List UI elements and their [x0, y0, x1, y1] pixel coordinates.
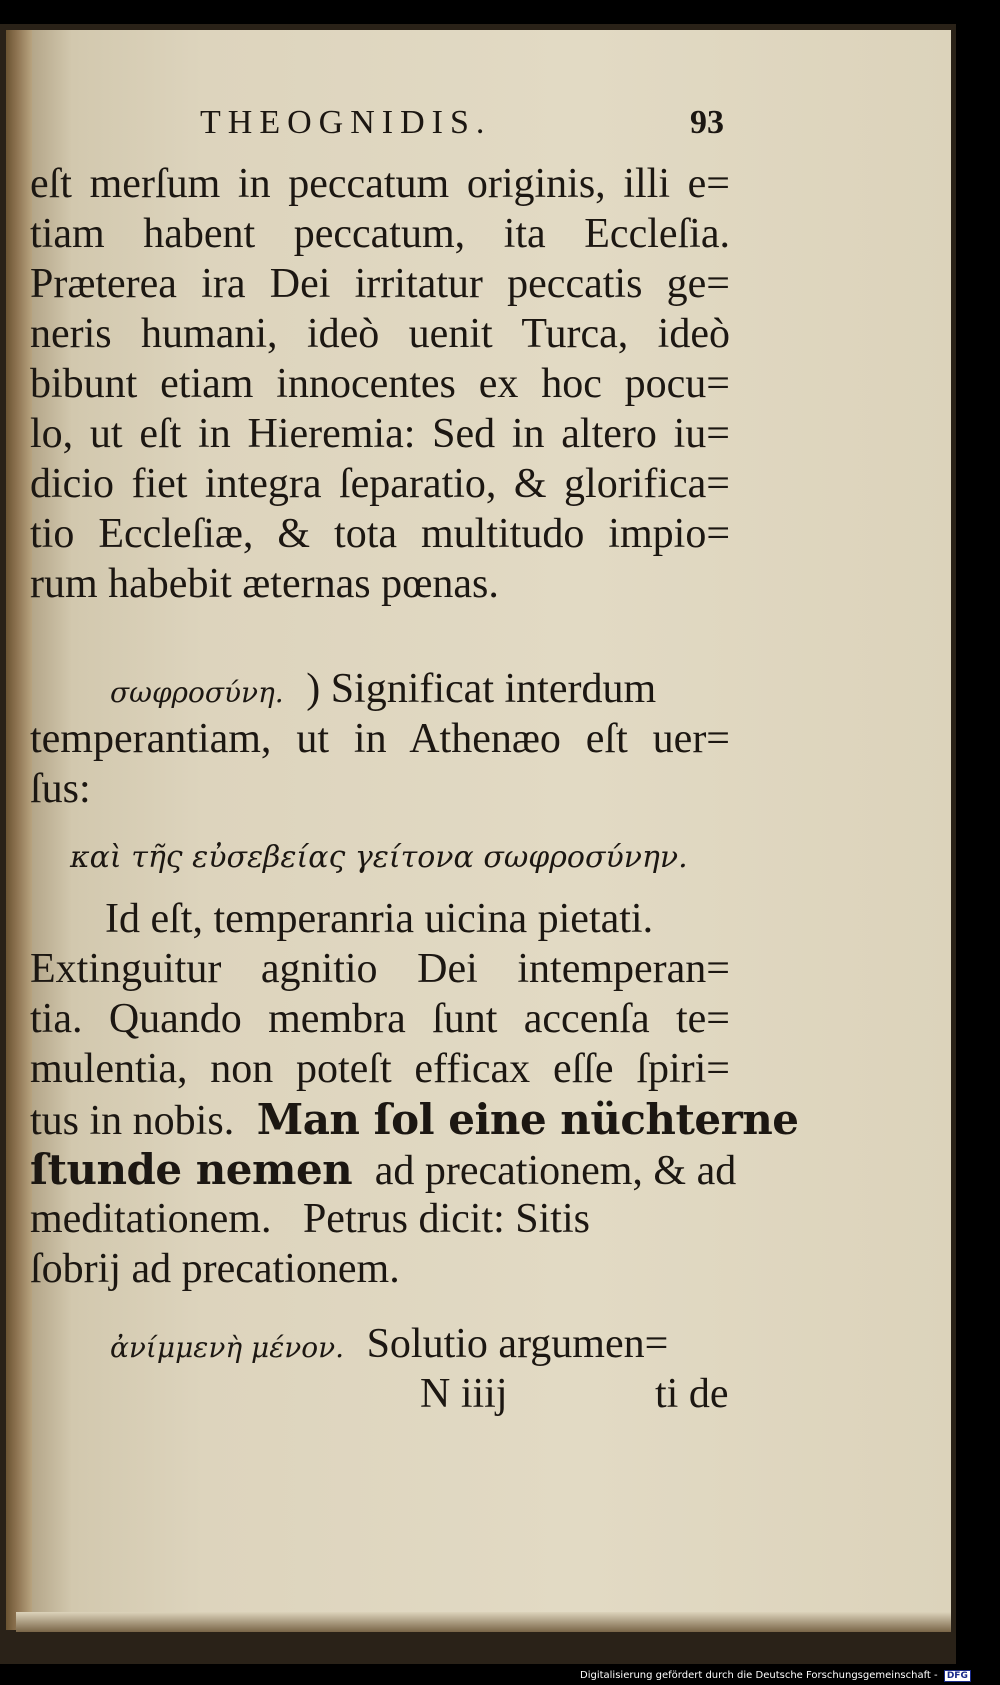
- lemma-gloss: ) Significat interdum: [306, 666, 657, 712]
- text-line-1: eſt merſum in peccatum originis, illi e=: [30, 161, 730, 207]
- latin-segment: tus in nobis.: [30, 1098, 235, 1144]
- text-line-6: lo, ut eſt in Hieremia: Sed in altero iu=: [30, 411, 730, 457]
- greek-lemma: σωφροσύνη.: [110, 676, 284, 709]
- running-head: THEOGNIDIS.: [200, 104, 492, 141]
- dfg-logo: DFG: [944, 1670, 971, 1682]
- greek-verse: καὶ τῆς εὐσεβείας γείτονα σωφροσύνην.: [70, 840, 688, 875]
- catchword: ti de: [655, 1371, 729, 1417]
- text-line-14: Id eſt, temperanria uicina pietati.: [105, 896, 654, 942]
- latin-segment-2: ad precationem, & ad: [374, 1148, 737, 1194]
- spine-edge: [6, 30, 32, 1630]
- greek-lemma-2: ἀνίμμενὴ μένον.: [110, 1331, 345, 1364]
- lemma-line-2: [110, 1320, 730, 1368]
- page-bottom-edge: [16, 1612, 951, 1632]
- german-segment-2: ſtunde nemen: [30, 1145, 353, 1194]
- text-line-2: tiam habent peccatum, ita Eccleſia.: [30, 211, 730, 257]
- text-line-7: dicio fiet integra ſeparatio, & glorifica=: [30, 461, 730, 507]
- text-line-19: [30, 1145, 737, 1195]
- digitization-credit: [580, 1670, 971, 1682]
- text-line-8: tio Eccleſiæ, & tota multitudo impio=: [30, 511, 730, 557]
- text-line-3: Præterea ira Dei irritatur peccatis ge=: [30, 261, 730, 307]
- credit-text: Digitalisierung gefördert durch die Deutsche Forschungsgemeinschaft -: [580, 1670, 938, 1681]
- text-line-15: Extinguitur agnitio Dei intemperan=: [30, 946, 730, 992]
- signature-mark: N iiij: [420, 1371, 508, 1417]
- text-line-12: ſus:: [30, 766, 91, 812]
- text-line-4: neris humani, ideò uenit Turca, ideò: [30, 311, 730, 357]
- text-line-20: meditationem. Petrus dicit: Sitis: [30, 1196, 590, 1242]
- page-number: 93: [690, 104, 724, 141]
- lemma-line: [110, 665, 730, 713]
- text-line-11: temperantiam, ut in Athenæo eſt uer=: [30, 716, 730, 762]
- lemma-gloss-2: Solutio argumen=: [366, 1321, 669, 1367]
- text-line-21: ſobrij ad precationem.: [30, 1246, 400, 1292]
- text-line-16: tia. Quando membra ſunt accenſa te=: [30, 996, 730, 1042]
- text-line-9: rum habebit æternas pœnas.: [30, 561, 499, 607]
- text-line-17: mulentia, non poteſt efficax eſſe ſpiri=: [30, 1046, 730, 1092]
- text-line-5: bibunt etiam innocentes ex hoc pocu=: [30, 361, 730, 407]
- text-line-18: [30, 1095, 799, 1145]
- german-segment: Man ſol eine nüchterne: [256, 1095, 799, 1144]
